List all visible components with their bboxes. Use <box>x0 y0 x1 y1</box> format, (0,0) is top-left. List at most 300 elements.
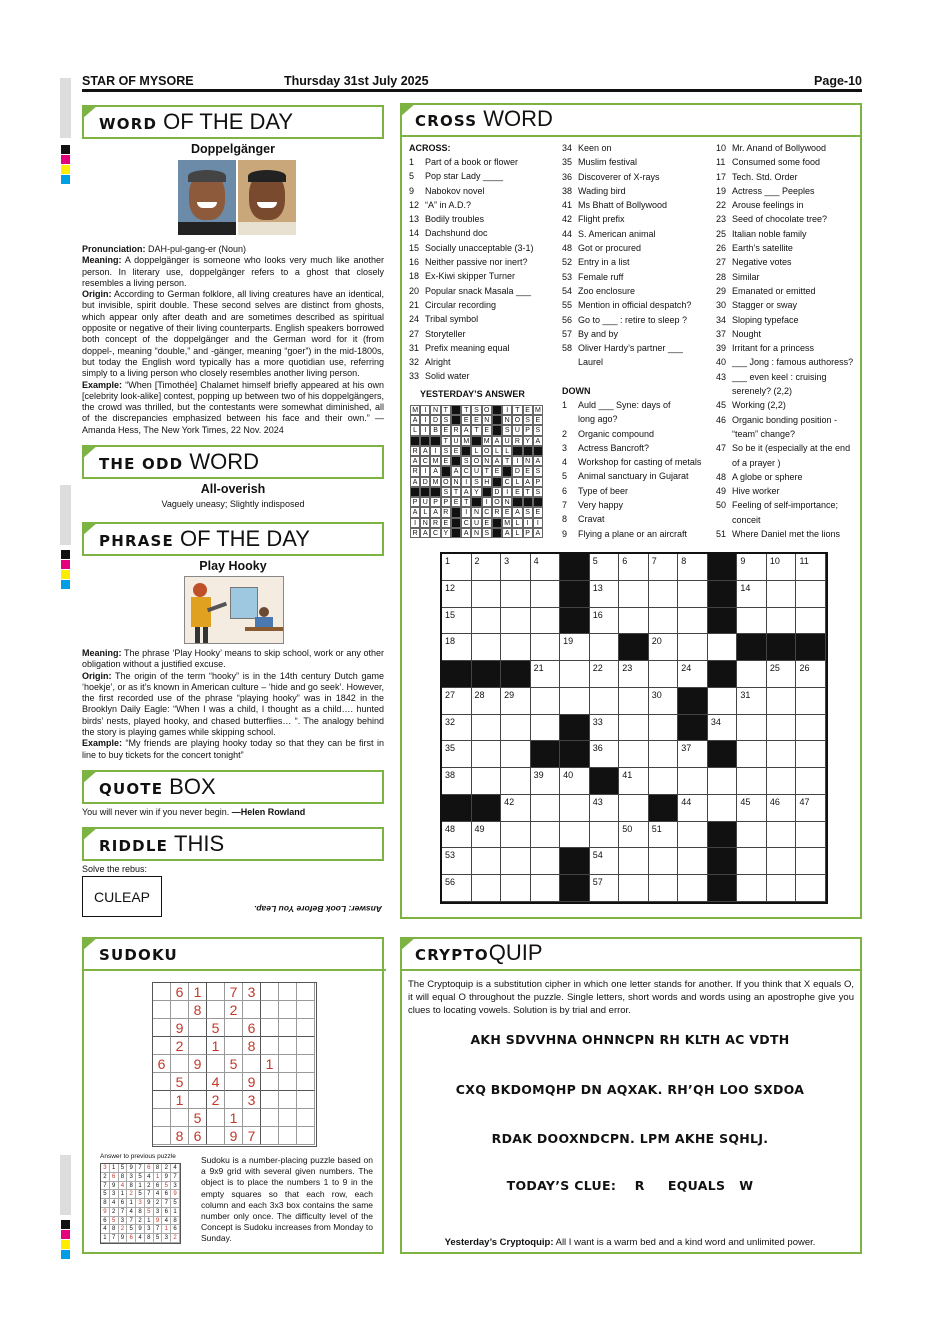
sudoku-cell[interactable] <box>297 983 315 1001</box>
grid-cell[interactable] <box>501 741 531 768</box>
sudoku-cell[interactable]: 9 <box>189 1055 207 1073</box>
clue-item <box>562 412 712 426</box>
sudoku-cell[interactable] <box>225 1091 243 1109</box>
registration-square <box>61 165 70 174</box>
grid-cell[interactable] <box>796 581 826 608</box>
sudoku-cell[interactable] <box>279 1073 297 1091</box>
grid-cell[interactable] <box>442 822 472 849</box>
grid-cell[interactable] <box>560 768 590 795</box>
grid-cell[interactable] <box>560 634 590 661</box>
sudoku-prev-cell: 5 <box>171 1199 180 1208</box>
grid-cell[interactable] <box>796 661 826 688</box>
grid-cell[interactable] <box>796 688 826 715</box>
clue-item <box>562 512 712 526</box>
grid-cell[interactable] <box>442 715 472 742</box>
clue-item <box>716 327 858 341</box>
grid-cell[interactable] <box>472 688 502 715</box>
yesterday-cell: S <box>441 415 451 425</box>
grid-cell[interactable] <box>501 768 531 795</box>
sudoku-prev-cell: 3 <box>136 1199 145 1208</box>
grid-cell[interactable] <box>767 688 797 715</box>
clue-number: 51 <box>716 529 727 540</box>
grid-cell[interactable] <box>590 581 620 608</box>
sudoku-cell[interactable] <box>279 1109 297 1127</box>
grid-cell[interactable] <box>560 822 590 849</box>
grid-cell[interactable] <box>737 688 767 715</box>
grid-cell[interactable] <box>472 608 502 635</box>
sudoku-cell[interactable] <box>207 1055 225 1073</box>
sudoku-cell[interactable] <box>261 983 279 1001</box>
sudoku-cell[interactable]: 1 <box>171 1091 189 1109</box>
grid-cell[interactable] <box>649 822 679 849</box>
grid-cell[interactable] <box>472 634 502 661</box>
phrase-body: Meaning: The phrase ‘Play Hooky’ means to skip school, work or any other obligation without a justified excuse. Origin: The origin of the term “hooky” is in the 14th century Dutch game ‘hoekje’, or as it’s known in American culture – ‘hide and go seek’. However, the first recorded use of the phrase “playing hooky” was in 1842 in the Brooklyn Daily Eagle: “When I was a child, I thought as a child…. hunted birds’ nests, played hooky, and chased butterflies… “. The analogy behind the story is playing games while skipping school. Example: “My friends are playing hooky today so that they can be first in line to buy tickets for the concert tonight” <box>82 648 384 760</box>
grid-cell[interactable] <box>737 795 767 822</box>
sudoku-cell[interactable]: 6 <box>153 1055 171 1073</box>
grid-cell[interactable] <box>619 741 649 768</box>
grid-cell[interactable] <box>619 822 649 849</box>
yesterday-cell: T <box>512 405 522 415</box>
grid-cell[interactable] <box>767 848 797 875</box>
sudoku-cell[interactable]: 7 <box>243 1127 261 1145</box>
sudoku-cell[interactable] <box>153 1001 171 1019</box>
cell-number: 34 <box>710 716 721 727</box>
grid-cell[interactable] <box>619 688 649 715</box>
sudoku-cell[interactable]: 2 <box>207 1091 225 1109</box>
sudoku-cell[interactable] <box>297 1091 315 1109</box>
sudoku-cell[interactable] <box>279 1127 297 1145</box>
issue-date: Thursday 31st July 2025 <box>284 74 429 88</box>
sudoku-description: Sudoku is a number-placing puzzle based on a 9x9 grid with several given numbers. The object is to place the numbers 1 to 9 in the empty squares so that each row, each column and each 3x3 box contains the same number only once. The difficulty level of the Concept is Sudoku increases from Monday to Sunday. <box>201 1155 373 1244</box>
grid-cell[interactable] <box>796 554 826 581</box>
grid-cell[interactable] <box>767 768 797 795</box>
sudoku-cell[interactable] <box>297 1109 315 1127</box>
black-cell <box>678 715 708 742</box>
sudoku-cell[interactable] <box>225 1019 243 1037</box>
cell-number: 53 <box>445 850 456 861</box>
sudoku-cell[interactable] <box>243 1001 261 1019</box>
clue-text: A globe or sphere <box>732 471 803 482</box>
sudoku-cell[interactable]: 3 <box>243 1091 261 1109</box>
sudoku-cell[interactable]: 9 <box>171 1019 189 1037</box>
grid-cell[interactable] <box>501 848 531 875</box>
grid-cell[interactable] <box>737 875 767 902</box>
grid-cell[interactable] <box>531 554 561 581</box>
grid-cell[interactable] <box>531 608 561 635</box>
sudoku-cell[interactable] <box>279 1019 297 1037</box>
grid-cell[interactable] <box>737 848 767 875</box>
yesterday-cell: S <box>533 466 543 476</box>
yesterday-cell: N <box>451 477 461 487</box>
sudoku-cell[interactable]: 5 <box>207 1019 225 1037</box>
sudoku-cell[interactable]: 6 <box>243 1019 261 1037</box>
sudoku-cell[interactable] <box>261 1019 279 1037</box>
sudoku-cell[interactable]: 5 <box>225 1055 243 1073</box>
clue-number: 19 <box>716 185 727 196</box>
yesterday-cell: E <box>523 405 533 415</box>
grid-cell[interactable] <box>737 741 767 768</box>
clue-item <box>409 269 559 283</box>
sudoku-cell[interactable] <box>279 1055 297 1073</box>
grid-cell[interactable] <box>442 688 472 715</box>
grid-cell[interactable] <box>472 554 502 581</box>
sudoku-cell[interactable] <box>225 1073 243 1091</box>
grid-cell[interactable] <box>708 634 738 661</box>
grid-cell[interactable] <box>708 768 738 795</box>
across-clues-1 <box>409 155 559 384</box>
sudoku-prev-cell: 3 <box>119 1217 128 1226</box>
black-cell <box>590 768 620 795</box>
clue-item <box>562 527 712 541</box>
grid-cell[interactable] <box>649 715 679 742</box>
yesterday-cell: E <box>471 415 481 425</box>
grid-cell[interactable] <box>531 634 561 661</box>
riddle-title: RIDDLE THIS <box>82 827 384 861</box>
sudoku-prev-cell: 2 <box>101 1173 110 1182</box>
grid-cell[interactable] <box>678 768 708 795</box>
grid-cell[interactable] <box>796 795 826 822</box>
grid-cell[interactable] <box>501 634 531 661</box>
cell-number: 19 <box>563 636 574 647</box>
grid-cell[interactable] <box>442 768 472 795</box>
grid-cell[interactable] <box>590 608 620 635</box>
grid-cell[interactable] <box>472 741 502 768</box>
yesterday-cell: I <box>461 477 471 487</box>
clue-text: Nought <box>732 328 762 339</box>
grid-cell[interactable] <box>678 608 708 635</box>
grid-cell[interactable] <box>767 661 797 688</box>
grid-cell[interactable] <box>649 608 679 635</box>
grid-cell[interactable] <box>442 875 472 902</box>
grid-cell[interactable] <box>472 848 502 875</box>
grid-cell[interactable] <box>767 875 797 902</box>
grid-cell[interactable] <box>737 581 767 608</box>
grid-cell[interactable] <box>796 608 826 635</box>
grid-cell[interactable] <box>501 554 531 581</box>
grid-cell[interactable] <box>472 581 502 608</box>
grid-cell[interactable] <box>442 608 472 635</box>
grid-cell[interactable] <box>649 688 679 715</box>
sudoku-cell[interactable]: 8 <box>171 1127 189 1145</box>
sudoku-prev-cell: 2 <box>162 1164 171 1173</box>
yesterday-cell: E <box>482 518 492 528</box>
grid-cell[interactable] <box>501 875 531 902</box>
sudoku-prev-cell: 3 <box>101 1164 110 1173</box>
sudoku-cell[interactable] <box>207 1109 225 1127</box>
grid-cell[interactable] <box>590 741 620 768</box>
grid-cell[interactable] <box>737 715 767 742</box>
sudoku-cell[interactable] <box>279 1001 297 1019</box>
grid-cell[interactable] <box>560 661 590 688</box>
clue-number: 27 <box>409 328 420 339</box>
grid-cell[interactable] <box>737 608 767 635</box>
grid-cell[interactable] <box>767 715 797 742</box>
grid-cell[interactable] <box>501 608 531 635</box>
cell-number: 58 <box>710 877 721 888</box>
grid-cell[interactable] <box>737 822 767 849</box>
sudoku-cell[interactable] <box>153 1073 171 1091</box>
grid-cell[interactable] <box>649 875 679 902</box>
grid-cell[interactable] <box>708 795 738 822</box>
grid-cell[interactable] <box>678 848 708 875</box>
sudoku-cell[interactable]: 1 <box>225 1109 243 1127</box>
sudoku-cell[interactable] <box>153 1109 171 1127</box>
grid-cell[interactable] <box>649 634 679 661</box>
sudoku-cell[interactable] <box>189 1073 207 1091</box>
sudoku-cell[interactable]: 3 <box>243 983 261 1001</box>
sudoku-cell[interactable]: 1 <box>189 983 207 1001</box>
grid-cell[interactable] <box>442 848 472 875</box>
sudoku-cell[interactable] <box>297 1055 315 1073</box>
grid-cell[interactable] <box>590 848 620 875</box>
grid-cell[interactable] <box>678 634 708 661</box>
grid-cell[interactable] <box>531 661 561 688</box>
grid-cell[interactable] <box>619 848 649 875</box>
grid-cell[interactable] <box>619 875 649 902</box>
grid-cell[interactable] <box>737 768 767 795</box>
grid-cell[interactable] <box>501 795 531 822</box>
sudoku-cell[interactable]: 9 <box>225 1127 243 1145</box>
grid-cell[interactable] <box>619 608 649 635</box>
yesterday-cell: C <box>420 456 430 466</box>
grid-cell[interactable] <box>678 875 708 902</box>
grid-cell[interactable] <box>649 661 679 688</box>
grid-cell[interactable] <box>678 741 708 768</box>
sudoku-cell[interactable]: 8 <box>189 1001 207 1019</box>
sudoku-cell[interactable] <box>207 1127 225 1145</box>
clue-item <box>562 427 712 441</box>
clue-item <box>716 227 858 241</box>
sudoku-cell[interactable]: 1 <box>261 1055 279 1073</box>
grid-cell[interactable] <box>560 795 590 822</box>
grid-cell[interactable] <box>590 661 620 688</box>
grid-cell[interactable] <box>590 795 620 822</box>
sudoku-cell[interactable]: 7 <box>225 983 243 1001</box>
clue-number <box>716 427 732 441</box>
yesterday-cell: R <box>410 466 420 476</box>
sudoku-cell[interactable]: 6 <box>189 1127 207 1145</box>
grid-cell[interactable] <box>708 688 738 715</box>
clue-number <box>562 355 578 369</box>
sudoku-cell[interactable]: 2 <box>171 1037 189 1055</box>
grid-cell[interactable] <box>442 741 472 768</box>
cell-number: 16 <box>592 609 603 620</box>
grid-cell[interactable] <box>796 875 826 902</box>
yesterday-cell: L <box>471 446 481 456</box>
sudoku-cell[interactable] <box>153 1127 171 1145</box>
grid-cell[interactable] <box>767 795 797 822</box>
grid-cell[interactable] <box>501 688 531 715</box>
sudoku-cell[interactable] <box>171 1109 189 1127</box>
grid-cell[interactable] <box>649 554 679 581</box>
grid-cell[interactable] <box>737 661 767 688</box>
grid-cell[interactable] <box>708 715 738 742</box>
yesterday-cell: E <box>533 507 543 517</box>
grid-cell[interactable] <box>796 822 826 849</box>
yesterday-cell: E <box>441 425 451 435</box>
grid-cell[interactable] <box>619 795 649 822</box>
sudoku-cell[interactable] <box>153 1019 171 1037</box>
grid-cell[interactable] <box>560 688 590 715</box>
grid-cell[interactable] <box>531 875 561 902</box>
word-of-day-title: WORD OF THE DAY <box>82 105 384 139</box>
yesterday-cell: S <box>502 425 512 435</box>
grid-cell[interactable] <box>619 554 649 581</box>
grid-cell[interactable] <box>590 554 620 581</box>
grid-cell[interactable] <box>649 768 679 795</box>
clue-item <box>716 270 858 284</box>
sudoku-cell[interactable] <box>261 1073 279 1091</box>
grid-cell[interactable] <box>531 822 561 849</box>
sudoku-cell[interactable]: 4 <box>207 1073 225 1091</box>
grid-cell[interactable] <box>590 634 620 661</box>
sudoku-cell[interactable] <box>171 1055 189 1073</box>
yesterday-grid <box>410 405 543 538</box>
grid-cell[interactable] <box>678 554 708 581</box>
grid-cell[interactable] <box>501 822 531 849</box>
grid-cell[interactable] <box>590 822 620 849</box>
sudoku-cell[interactable]: 5 <box>189 1109 207 1127</box>
odd-word-def: Vaguely uneasy; Slightly indisposed <box>161 499 305 509</box>
yesterday-cell: M <box>482 436 492 446</box>
grid-cell[interactable] <box>678 661 708 688</box>
grid-cell[interactable] <box>472 822 502 849</box>
cell-number: 5 <box>592 556 598 566</box>
black-cell <box>560 875 590 902</box>
sudoku-prev-cell: 4 <box>127 1208 136 1217</box>
clue-number: 48 <box>562 243 573 254</box>
sudoku-cell[interactable] <box>207 983 225 1001</box>
grid-cell[interactable] <box>501 581 531 608</box>
grid-cell[interactable] <box>531 715 561 742</box>
sudoku-cell[interactable]: 1 <box>207 1037 225 1055</box>
yesterday-cell: T <box>441 405 451 415</box>
grid-cell[interactable] <box>531 581 561 608</box>
grid-cell[interactable] <box>619 715 649 742</box>
grid-cell[interactable] <box>649 741 679 768</box>
grid-cell[interactable] <box>531 795 561 822</box>
yesterday-cell: M <box>461 436 471 446</box>
grid-cell[interactable] <box>678 581 708 608</box>
grid-cell[interactable] <box>796 848 826 875</box>
sudoku-cell[interactable] <box>279 1091 297 1109</box>
yesterday-cell: E <box>441 518 451 528</box>
grid-cell[interactable] <box>619 581 649 608</box>
grid-cell[interactable] <box>737 554 767 581</box>
sudoku-cell[interactable] <box>243 1109 261 1127</box>
clue-text: Circular recording <box>425 299 497 310</box>
grid-cell[interactable] <box>767 554 797 581</box>
sudoku-cell[interactable] <box>279 983 297 1001</box>
grid-cell[interactable] <box>767 581 797 608</box>
sudoku-grid <box>152 982 317 1147</box>
grid-cell[interactable] <box>442 554 472 581</box>
sudoku-cell[interactable] <box>297 1127 315 1145</box>
sudoku-prev-cell: 4 <box>145 1173 154 1182</box>
sudoku-cell[interactable] <box>297 1001 315 1019</box>
grid-cell[interactable] <box>678 822 708 849</box>
sudoku-prev-cell: 3 <box>171 1182 180 1191</box>
sudoku-prev-cell: 9 <box>145 1199 154 1208</box>
grid-cell[interactable] <box>767 822 797 849</box>
grid-cell[interactable] <box>796 768 826 795</box>
sudoku-cell[interactable] <box>261 1109 279 1127</box>
sudoku-cell[interactable] <box>297 1037 315 1055</box>
sudoku-cell[interactable] <box>297 1073 315 1091</box>
grid-cell[interactable] <box>767 608 797 635</box>
grid-cell[interactable] <box>796 741 826 768</box>
sudoku-cell[interactable]: 2 <box>225 1001 243 1019</box>
sudoku-cell[interactable] <box>261 1001 279 1019</box>
grid-cell[interactable] <box>472 768 502 795</box>
quote-title: QUOTE BOX <box>82 770 384 804</box>
sudoku-prev-cell: 4 <box>162 1217 171 1226</box>
sudoku-cell[interactable] <box>207 1001 225 1019</box>
sudoku-cell[interactable] <box>261 1091 279 1109</box>
sudoku-prev-cell: 9 <box>119 1234 128 1243</box>
grid-cell[interactable] <box>619 661 649 688</box>
grid-cell[interactable] <box>649 581 679 608</box>
sudoku-cell[interactable] <box>153 1091 171 1109</box>
grid-cell[interactable] <box>531 768 561 795</box>
grid-cell[interactable] <box>590 875 620 902</box>
sudoku-cell[interactable] <box>261 1037 279 1055</box>
clue-text: Auld ___ Syne: days of <box>578 400 671 410</box>
sudoku-prev-cell: 1 <box>119 1190 128 1199</box>
sudoku-cell[interactable] <box>189 1019 207 1037</box>
yesterday-cell: R <box>410 528 420 538</box>
sudoku-cell[interactable] <box>153 1037 171 1055</box>
sudoku-cell[interactable] <box>225 1037 243 1055</box>
grid-cell[interactable] <box>796 715 826 742</box>
sudoku-cell[interactable]: 8 <box>243 1037 261 1055</box>
sudoku-cell[interactable] <box>279 1037 297 1055</box>
sudoku-cell[interactable] <box>153 983 171 1001</box>
grid-cell[interactable] <box>442 634 472 661</box>
grid-cell[interactable] <box>649 848 679 875</box>
grid-cell[interactable] <box>590 715 620 742</box>
grid-cell[interactable] <box>472 715 502 742</box>
sudoku-cell[interactable]: 6 <box>171 983 189 1001</box>
yesterday-cell: P <box>410 497 420 507</box>
yesterday-cell: A <box>461 487 471 497</box>
sudoku-cell[interactable]: 5 <box>171 1073 189 1091</box>
clue-number: 43 <box>716 371 727 382</box>
cell-number: 27 <box>445 689 456 700</box>
grid-cell[interactable] <box>501 715 531 742</box>
grid-cell[interactable] <box>531 848 561 875</box>
yesterday-cell: I <box>533 518 543 528</box>
grid-cell[interactable] <box>678 795 708 822</box>
sudoku-cell[interactable]: 9 <box>243 1073 261 1091</box>
yesterday-cell: A <box>533 456 543 466</box>
yesterday-cell: T <box>502 456 512 466</box>
grid-cell[interactable] <box>442 581 472 608</box>
sudoku-cell[interactable] <box>189 1091 207 1109</box>
sudoku-cell[interactable] <box>297 1019 315 1037</box>
grid-cell[interactable] <box>590 688 620 715</box>
sudoku-cell[interactable] <box>243 1055 261 1073</box>
sudoku-cell[interactable] <box>261 1127 279 1145</box>
grid-cell[interactable] <box>531 688 561 715</box>
sudoku-cell[interactable] <box>189 1037 207 1055</box>
clue-text: Popular snack Masala ___ <box>425 285 532 296</box>
grid-cell[interactable] <box>619 768 649 795</box>
yesterday-cell: T <box>461 497 471 507</box>
grid-cell[interactable] <box>472 875 502 902</box>
sudoku-cell[interactable] <box>171 1001 189 1019</box>
grid-cell[interactable] <box>767 741 797 768</box>
